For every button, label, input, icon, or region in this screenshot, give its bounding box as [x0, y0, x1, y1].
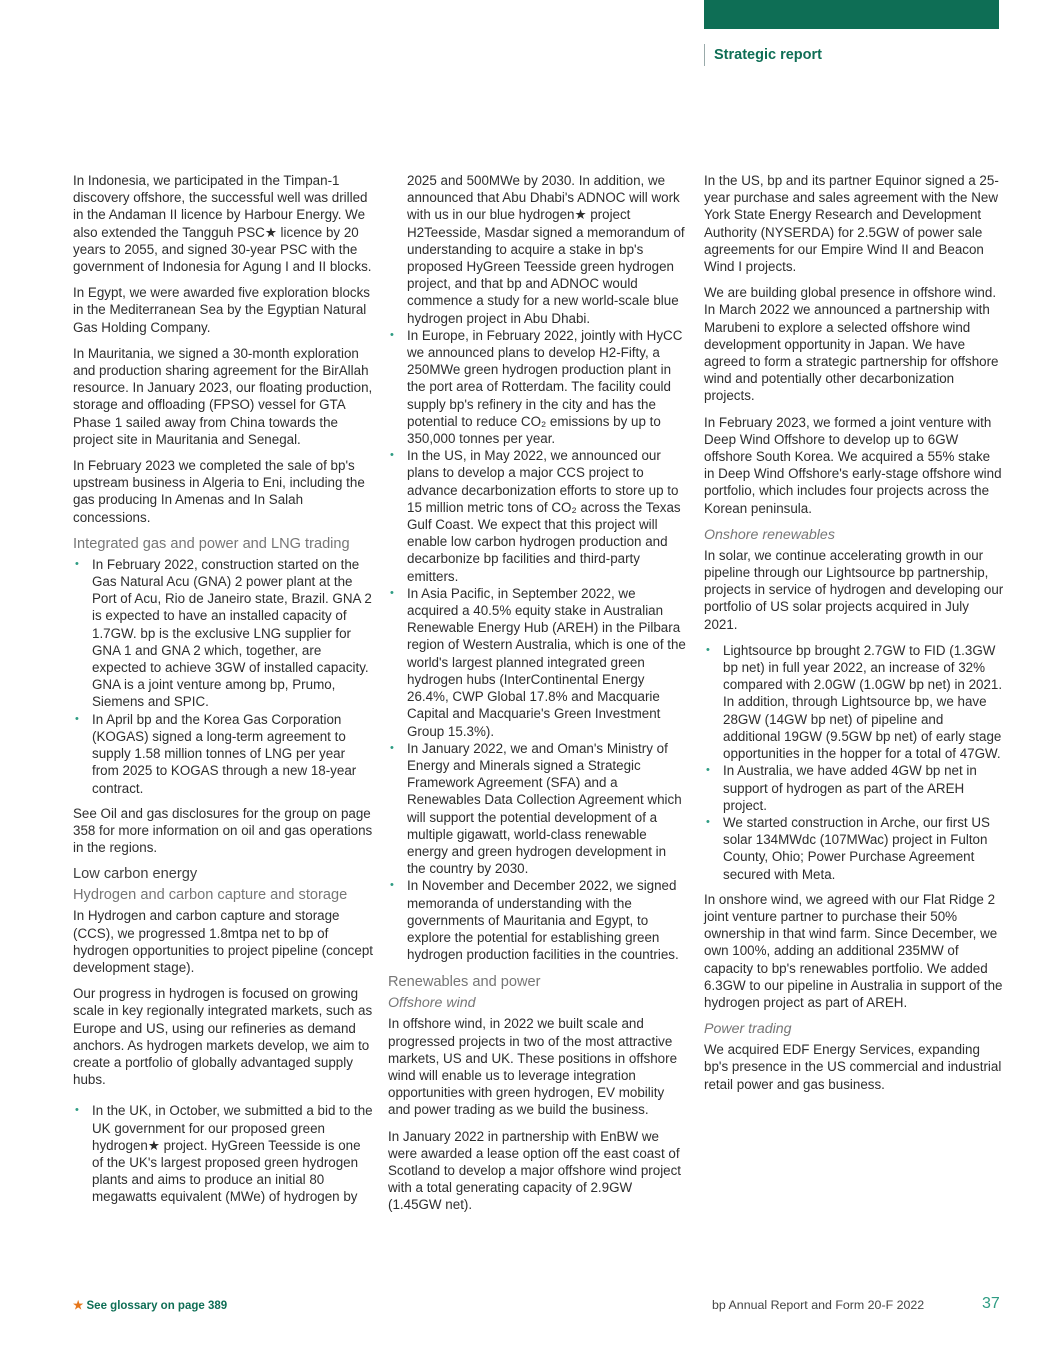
- heading-low-carbon: Low carbon energy: [73, 866, 198, 883]
- paragraph-hydrogen-ccs: In Hydrogen and carbon capture and storage (CCS), we progressed 1.8mtpa net to bp of hydrogen opportunities to project pipeline (concept development stage).: [73, 908, 373, 975]
- header-color-bar: [704, 0, 999, 29]
- section-label: Strategic report: [704, 44, 822, 66]
- paragraph-algeria: In February 2023 we completed the sale of bp's upstream business in Algeria to Eni, including the gas producing In Amenas and In Salah concessions.: [73, 458, 365, 525]
- paragraph-indonesia: In Indonesia, we participated in the Timpan-1 discovery offshore, the successful well was drilled in the Andaman II licence by Harbour Energy. We also extended the Tangguh PSC★ licence by 20 years to 2055, and signed 30-year PSC with the government of Indonesia for Agung I and II blocks.: [73, 173, 372, 275]
- gas-bullet-list: [73, 556, 373, 797]
- list-item: • In February 2022, construction started on the Gas Natural Acu (GNA) 2 power plant at the Port of Acu, Rio de Janeiro state, Brazil. GNA 2 is expected to have an installed capacity of 1.7GW. bp is the exclusive LNG supplier for GNA 1 and GNA 2 which, together, are expected to achieve 3GW of installed capacity. GNA is a joint venture among bp, Prumo, Siemens and SPIC.: [73, 556, 373, 711]
- heading-integrated-gas: Integrated gas and power and LNG trading: [73, 535, 350, 552]
- report-title: bp Annual Report and Form 20-F 2022: [712, 1298, 925, 1312]
- column-2: [388, 172, 688, 1223]
- heading-hydrogen-ccs: Hydrogen and carbon capture and storage: [73, 887, 348, 904]
- column-1: [73, 172, 373, 1214]
- hydrogen-bullet-list: [73, 1102, 373, 1205]
- list-item: • Lightsource bp brought 2.7GW to FID (1.3GW bp net) in full year 2022, an increase of 32% compared with 2.0GW (1.0GW bp net) in 2021. In addition, through Lightsource bp, we have 28GW (14GW bp net) of pipeline and additional 19GW (9.5GW bp net) of early stage opportunities in the hopper for a total of 47GW.: [704, 642, 1004, 762]
- heading-onshore-renewables: Onshore renewables: [704, 526, 835, 543]
- list-item: • In November and December 2022, we signed memoranda of understanding with the governments of Mauritania and Egypt, to explore the potential for establishing green hydrogen production facilities in the countries.: [388, 877, 688, 963]
- paragraph-deep-wind: In February 2023, we formed a joint venture with Deep Wind Offshore to develop up to 6GW offshore South Korea. We acquired a 55% stake in Deep Wind Offshore's early-stage offshore wind portfolio, which includes four projects across the Korean peninsula.: [704, 414, 1002, 516]
- paragraph-mauritania: In Mauritania, we signed a 30-month exploration and production sharing agreement for the BirAllah resource. In January 2023, our floating production, storage and offloading (FPSO) vessel for GTA Phase 1 sailed away from China towards the project site in Mauritania and Senegal.: [73, 345, 373, 447]
- paragraph-see-disclosures: See Oil and gas disclosures for the group on page 358 for more information on oil and gas operations in the regions.: [73, 805, 373, 856]
- list-item: • In Europe, in February 2022, jointly with HyCC we announced plans to develop H2-Fifty, a 250MWe green hydrogen production plant in the port area of Rotterdam. The facility could supply bp's refinery in the city and has the potential to reduce CO₂ emissions by up to 350,000 tonnes per year.: [388, 327, 688, 447]
- hydrogen-bullet-list-2: [388, 327, 688, 964]
- list-item: • In April bp and the Korea Gas Corporation (KOGAS) signed a long-term agreement to supply 1.58 million tonnes of LNG per year from 2025 to KOGAS through a new 18-year contract.: [73, 711, 373, 797]
- paragraph-global-offshore: We are building global presence in offshore wind. In March 2022 we announced a partnership with Marubeni to explore a selected offshore wind development opportunity in Japan. We have agreed to form a strategic partnership for offshore wind and potentially other decarbonization projects.: [704, 285, 999, 404]
- paragraph-onshore-wind: In onshore wind, we agreed with our Flat Ridge 2 joint venture partner to purchase their 50% ownership in that wind farm. Since December, we own 100%, adding an additional 235MW of capacity to bp's renewables portfolio. We added 6.3GW to our pipeline in Australia in support of the hydrogen project as part of AREH.: [704, 891, 1003, 1010]
- paragraph-offshore-wind: In offshore wind, in 2022 we built scale and progressed projects in two of the most attractive markets, US and UK. These positions in offshore wind will enable us to leverage integration opportunities with green hydrogen, EV mobility and power trading as we build the business.: [388, 1016, 678, 1118]
- glossary-link[interactable]: See glossary on page 389: [86, 1300, 228, 1312]
- onshore-bullet-list: [704, 642, 1004, 883]
- paragraph-solar: In solar, we continue accelerating growth in our pipeline through our Lightsource bp partnership, projects in service of hydrogen and developing our portfolio of US solar projects acquired in July 2021.: [704, 547, 1004, 632]
- paragraph-hydrogen-progress: Our progress in hydrogen is focused on growing scale in key regionally integrated markets, such as Europe and US, using our refineries as demand anchors. As hydrogen markets develop, we aim to create a portfolio of globally advantaged supply hubs.: [73, 986, 373, 1088]
- star-icon: ★: [73, 1300, 84, 1312]
- heading-power-trading: Power trading: [704, 1021, 792, 1038]
- paragraph-enbw: In January 2022 in partnership with EnBW we were awarded a lease option off the east coast of Scotland to develop a major offshore wind project with a total generating capacity of 2.9GW (1.45GW net).: [388, 1128, 682, 1213]
- paragraph-egypt: In Egypt, we were awarded five exploration blocks in the Mediterranean Sea by the Egyptian Natural Gas Holding Company.: [73, 285, 370, 335]
- glossary-note: [73, 1298, 227, 1315]
- list-item: • In January 2022, we and Oman's Ministry of Energy and Minerals signed a Strategic Framework Agreement (SFA) and a Renewables Data Collection Agreement which will support the potential development of a multiple gigawatt, world-class renewable energy and green hydrogen development in the country by 2030.: [388, 740, 688, 878]
- list-item: • In the US, in May 2022, we announced our plans to develop a major CCS project to advance decarbonization efforts to store up to 15 million metric tons of CO₂ across the Texas Gulf Coast. We expect that this project will enable low carbon hydrogen production and decarbonize bp facilities and third-party emitters.: [388, 447, 688, 585]
- heading-renewables-power: Renewables and power: [388, 974, 541, 991]
- paragraph-power-trading: We acquired EDF Energy Services, expanding bp's presence in the US commercial and industrial retail power and gas business.: [704, 1042, 1002, 1092]
- list-item: • In Asia Pacific, in September 2022, we acquired a 40.5% equity stake in Australian Renewable Energy Hub (AREH) in the Pilbara region of Western Australia, which is one of the world's largest planned integrated green hydrogen hubs (InterContinental Energy 26.4%, CWP Global 17.8% and Macquarie Capital and Macquarie's Green Investment Group 15.3%).: [388, 585, 688, 740]
- heading-offshore-wind: Offshore wind: [388, 995, 476, 1012]
- list-item: • In Australia, we have added 4GW bp net in support of hydrogen as part of the AREH project.: [704, 762, 1004, 814]
- list-item: • We started construction in Arche, our first US solar 134MWdc (107MWac) project in Fulton County, Ohio; Power Purchase Agreement secured with Meta.: [704, 814, 1004, 883]
- list-item: • In the UK, in October, we submitted a bid to the UK government for our proposed green hydrogen★ project. HyGreen Teesside is one of the UK's largest proposed green hydrogen plants and aims to produce an initial 80 megawatts equivalent (MWe) of hydrogen by: [73, 1102, 373, 1205]
- paragraph-us-equinor: In the US, bp and its partner Equinor signed a 25-year purchase and sales agreement with the New York State Energy Research and Development Authority (NYSERDA) for 2.5GW of power sale agreements for our Empire Wind II and Beacon Wind I projects.: [704, 173, 999, 275]
- column-3: [704, 172, 1004, 1102]
- page-number: 37: [982, 1295, 1000, 1312]
- paragraph-continued: 2025 and 500MWe by 2030. In addition, we announced that Abu Dhabi's ADNOC will work with us in our blue hydrogen★ project H2Teesside, Masdar signed a memorandum of understanding to acquire a stake in bp's proposed HyGreen Teesside green hydrogen project, and that bp and ADNOC would commence a study for a new world-scale blue hydrogen project in Abu Dhabi.: [407, 173, 685, 326]
